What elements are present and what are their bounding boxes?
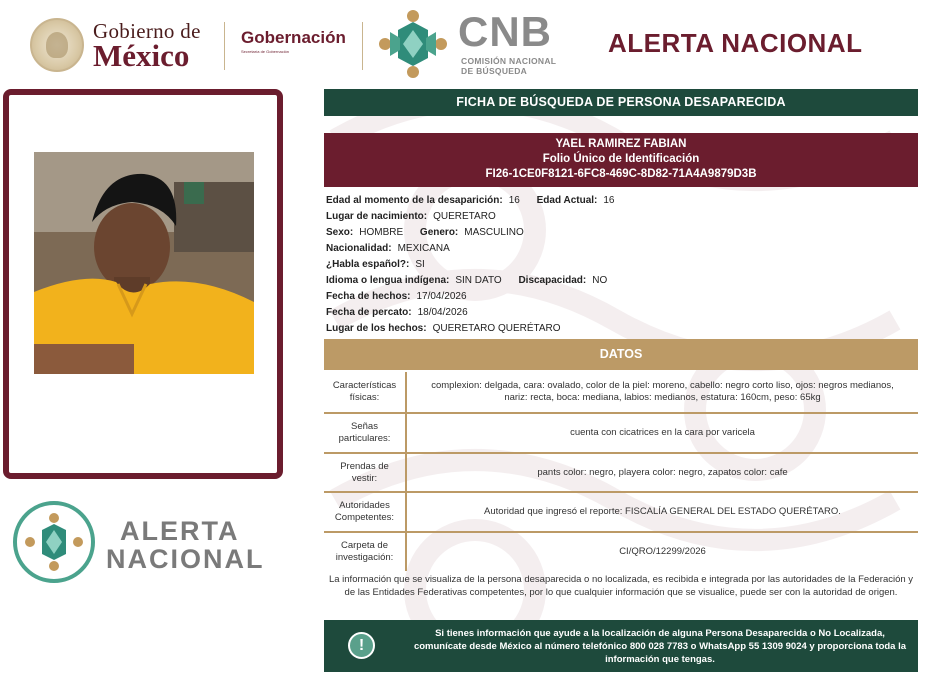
lugar-hechos-value: QUERETARO QUERÉTARO	[432, 323, 561, 334]
exclamation-icon: !	[348, 632, 375, 659]
edad-desaparicion-label: Edad al momento de la desaparición:	[326, 195, 503, 206]
mexico-seal-icon	[30, 18, 84, 72]
detail-row	[326, 289, 918, 305]
cnb-sub2: DE BÚSQUEDA	[461, 66, 528, 76]
photo-frame	[3, 89, 283, 479]
autoridades-label: Autoridades Competentes:	[324, 493, 407, 531]
detail-row	[326, 193, 918, 209]
table-row	[324, 414, 918, 454]
sexo-label: Sexo:	[326, 227, 354, 238]
detail-row	[326, 225, 918, 241]
gobernacion-subtitle: Secretaría de Gobernación	[241, 49, 290, 54]
gobierno-de-mexico-logo	[93, 19, 201, 73]
ficha-panel	[324, 89, 918, 665]
alerta-nacional-title: ALERTA NACIONAL	[608, 28, 863, 58]
alerta-logo-line1: ALERTA	[120, 516, 240, 546]
info-text: Si tienes información que ayude a la localización de alguna Persona Desaparecida o No Localizada, comunícate desde México al número telefónico 800 028 7783 o WhatsApp 55 1309 9024 y proporciona toda la información que tengas.	[413, 628, 907, 665]
table-row	[324, 372, 918, 414]
datos-table	[324, 372, 918, 571]
caracteristicas-label: Características físicas:	[324, 372, 407, 412]
details-section	[324, 193, 918, 337]
divider	[362, 22, 363, 70]
sexo-value: HOMBRE	[359, 227, 404, 238]
lugar-hechos-label: Lugar de los hechos:	[326, 323, 427, 334]
cnb-sub1: COMISIÓN NACIONAL	[461, 56, 557, 66]
senas-value: cuenta con cicatrices en la cara por varicela	[570, 427, 755, 438]
discapacidad-label: Discapacidad:	[518, 275, 587, 286]
carpeta-label: Carpeta de investigación:	[324, 533, 407, 571]
fecha-percato-value: 18/04/2026	[417, 307, 468, 318]
fecha-hechos-value: 17/04/2026	[416, 291, 467, 302]
alerta-logo-line2: NACIONAL	[106, 544, 265, 574]
edad-actual-value: 16	[603, 195, 615, 206]
table-row	[324, 493, 918, 533]
genero-label: Genero:	[419, 227, 459, 238]
autoridades-value: Autoridad que ingresó el reporte: FISCALÍA GENERAL DEL ESTADO QUERÉTARO.	[484, 506, 841, 517]
fecha-percato-label: Fecha de percato:	[326, 307, 412, 318]
person-name: YAEL RAMIREZ FABIAN	[555, 138, 687, 150]
nacionalidad-value: MEXICANA	[397, 243, 450, 254]
lugar-nacimiento-value: QUERETARO	[433, 211, 496, 222]
gob-line1: Gobierno de	[93, 19, 201, 43]
detail-row	[326, 241, 918, 257]
nacionalidad-label: Nacionalidad:	[326, 243, 392, 254]
senas-label: Señas particulares:	[324, 414, 407, 452]
discapacidad-value: NO	[592, 275, 608, 286]
disclaimer-text: La información que se visualiza de la persona desaparecida o no localizada, es recibida e integrada por las autoridades de la Federación y de las Entidades Federativas competentes, por lo que cualquier información que se visualice, puede ser con la autoridad de origen.	[328, 574, 914, 598]
idioma-value: SIN DATO	[455, 275, 502, 286]
detail-row	[326, 273, 918, 289]
genero-value: MASCULINO	[464, 227, 524, 238]
prendas-label: Prendas de vestir:	[324, 454, 407, 491]
carpeta-value: CI/QRO/12299/2026	[619, 546, 706, 557]
edad-desaparicion-value: 16	[508, 195, 520, 206]
lugar-nacimiento-label: Lugar de nacimiento:	[326, 211, 428, 222]
caracteristicas-value: complexion: delgada, cara: ovalado, color de la piel: moreno, cabello: negro corto liso, ojos: negros medianos, nariz: recta, boca: mediana, labios: medianos, estatura: 160cm, peso: 65kg	[431, 380, 894, 403]
cnb-title: CNB	[458, 8, 552, 55]
edad-actual-label: Edad Actual:	[536, 195, 598, 206]
name-box	[324, 133, 918, 187]
cnb-subtitle	[461, 56, 556, 76]
habla-espanol-value: SI	[415, 259, 425, 270]
detail-row	[326, 305, 918, 321]
alerta-nacional-logo-icon	[12, 500, 96, 584]
fecha-hechos-label: Fecha de hechos:	[326, 291, 411, 302]
folio-value: FI26-1CE0F8121-6FC8-469C-8D82-71A4A9879D3B	[485, 168, 757, 180]
detail-row	[326, 209, 918, 225]
table-row	[324, 533, 918, 571]
header	[0, 0, 935, 88]
datos-title-bar: DATOS	[324, 339, 918, 370]
prendas-value: pants color: negro, playera color: negro, zapatos color: cafe	[537, 466, 788, 478]
gob-line2: México	[93, 38, 190, 73]
habla-espanol-label: ¿Habla español?:	[326, 259, 410, 270]
detail-row	[326, 321, 918, 337]
idioma-label: Idioma o lengua indígena:	[326, 275, 450, 286]
person-photo	[34, 152, 254, 374]
cnb-logo-icon	[378, 8, 448, 80]
divider	[224, 22, 225, 70]
detail-row	[326, 257, 918, 273]
folio-label: Folio Único de Identificación	[542, 153, 700, 165]
gobernacion-logo: Gobernación	[241, 28, 346, 47]
info-bar	[324, 620, 918, 672]
table-row	[324, 454, 918, 493]
alerta-nacional-logo-text	[106, 517, 265, 573]
ficha-title-bar: FICHA DE BÚSQUEDA DE PERSONA DESAPARECIDA	[324, 89, 918, 116]
